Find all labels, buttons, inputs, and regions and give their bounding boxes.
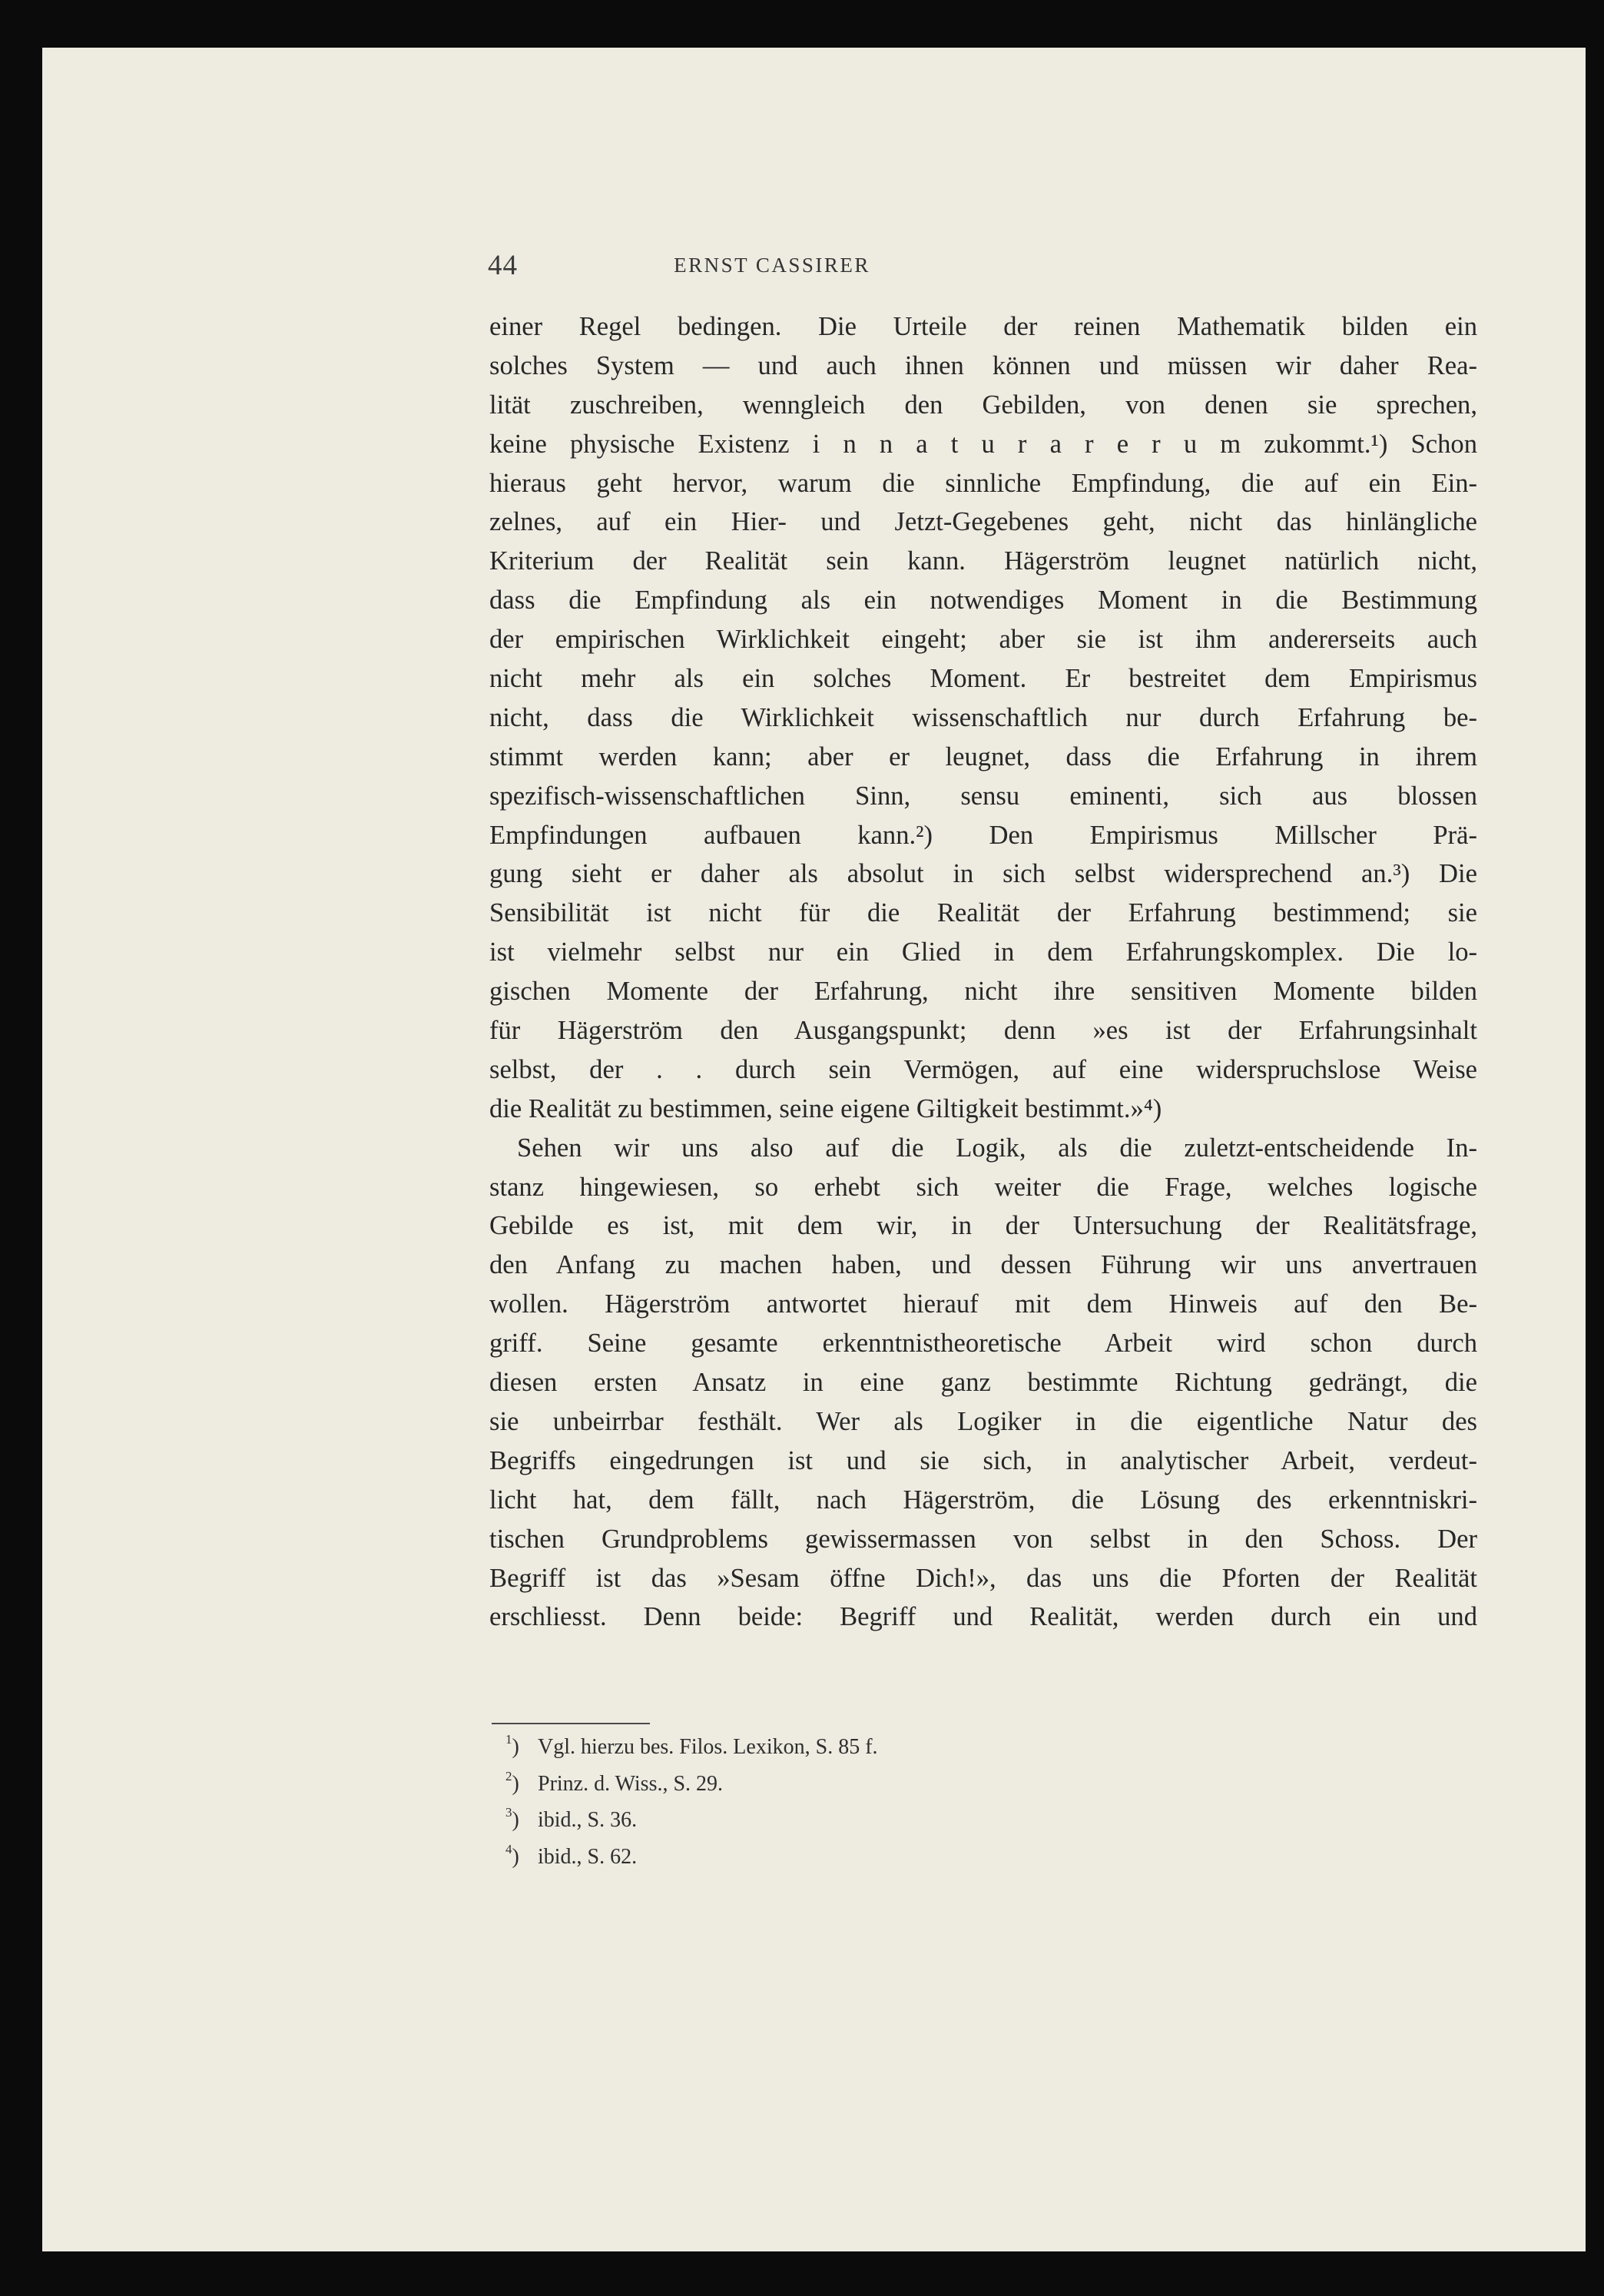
text-line: wollen. Hägerström antwortet hierauf mit dem Hinweis auf den Be- [489, 1289, 1477, 1319]
text-line: hieraus geht hervor, warum die sinnliche Empfindung, die auf ein Ein- [489, 468, 1477, 498]
page-header [449, 244, 1095, 290]
text-line: erschliesst. Denn beide: Begriff und Realität, werden durch ein und [489, 1602, 1477, 1632]
text-line: nicht, dass die Wirklichkeit wissenschaftlich nur durch Erfahrung be- [489, 702, 1477, 732]
footnote-mark: $^3$) [505, 1805, 519, 1832]
text-line: Begriff ist das »Sesam öffne Dich!», das uns die Pforten der Realität [489, 1563, 1477, 1593]
text-line: Empfindungen aufbauen kann.²) Den Empirismus Millscher Prä- [489, 820, 1477, 850]
page-number: 44 [488, 250, 518, 281]
footnote [505, 1839, 1043, 1876]
text-line: den Anfang zu machen haben, und dessen Führung wir uns anvertrauen [489, 1250, 1477, 1280]
text-line: lität zuschreiben, wenngleich den Gebilden, von denen sie sprechen, [489, 390, 1477, 420]
text-line: Kriterium der Realität sein kann. Hägerström leugnet natürlich nicht, [489, 546, 1477, 576]
text-line: Sehen wir uns also auf die Logik, als die zuletzt-entscheidende In- [517, 1133, 1477, 1163]
text-line: gung sieht er daher als absolut in sich selbst widersprechend an.³) Die [489, 859, 1477, 889]
footnote-mark: $^4$) [505, 1841, 519, 1869]
text-line: stimmt werden kann; aber er leugnet, dass die Erfahrung in ihrem [489, 742, 1477, 771]
text-line: für Hägerström den Ausgangspunkt; denn »es ist der Erfahrungsinhalt [489, 1016, 1477, 1046]
text-line: stanz hingewiesen, so erhebt sich weiter die Frage, welches logische [489, 1172, 1477, 1202]
text-line: zelnes, auf ein Hier- und Jetzt-Gegebenes geht, nicht das hinlängliche [489, 507, 1477, 537]
text-line: gischen Momente der Erfahrung, nicht ihre sensitiven Momente bilden [489, 977, 1477, 1007]
body-text [489, 307, 1477, 1637]
text-line: dass die Empfindung als ein notwendiges Moment in die Bestimmung [489, 586, 1477, 615]
text-line: spezifisch-wissenschaftlichen Sinn, sensu eminenti, sich aus blossen [489, 781, 1477, 811]
footnote-text: Vgl. hierzu bes. Filos. Lexikon, S. 85 f. [538, 1735, 878, 1759]
text-line: licht hat, dem fällt, nach Hägerström, die Lösung des erkenntniskri- [489, 1485, 1477, 1515]
text-line: sie unbeirrbar festhält. Wer als Logiker in die eigentliche Natur des [489, 1406, 1477, 1436]
footnote-text: Prinz. d. Wiss., S. 29. [538, 1771, 724, 1796]
text-line: griff. Seine gesamte erkenntnistheoretische Arbeit wird schon durch [489, 1329, 1477, 1359]
footnote-text: ibid., S. 62. [538, 1844, 638, 1869]
text-line: einer Regel bedingen. Die Urteile der reinen Mathematik bilden ein [489, 312, 1477, 341]
footnote-mark: $^1$) [505, 1732, 519, 1759]
text-line: nicht mehr als ein solches Moment. Er bestreitet dem Empirismus [489, 664, 1477, 694]
text-line: Gebilde es ist, mit dem wir, in der Untersuchung der Realitätsfrage, [489, 1211, 1477, 1241]
text-line: ist vielmehr selbst nur ein Glied in dem Erfahrungskomplex. Die lo- [489, 937, 1477, 967]
footnote [505, 1729, 1043, 1766]
text-line: selbst, der . . durch sein Vermögen, auf eine widerspruchslose Weise [489, 1054, 1477, 1084]
text-line: die Realität zu bestimmen, seine eigene Giltigkeit bestimmt.»⁴) [489, 1093, 1162, 1123]
text-line: diesen ersten Ansatz in eine ganz bestimmte Richtung gedrängt, die [489, 1368, 1477, 1398]
footnote-divider [492, 1723, 650, 1724]
footnote-text: ibid., S. 36. [538, 1808, 638, 1832]
text-line: keine physische Existenz i n n a t u r a r e r u m zukommt.¹) Schon [489, 429, 1477, 459]
footnote [505, 1766, 1043, 1803]
text-line: Sensibilität ist nicht für die Realität der Erfahrung bestimmend; sie [489, 898, 1477, 928]
text-line: tischen Grundproblems gewissermassen von selbst in den Schoss. Der [489, 1524, 1477, 1554]
footnote-mark: $^2$) [505, 1768, 519, 1796]
running-head: ERNST CASSIRER [674, 254, 870, 277]
text-line: Begriffs eingedrungen ist und sie sich, in analytischer Arbeit, verdeut- [489, 1445, 1477, 1475]
footnotes [505, 1729, 1043, 1875]
text-line: der empirischen Wirklichkeit eingeht; aber sie ist ihm andererseits auch [489, 625, 1477, 655]
footnote [505, 1802, 1043, 1839]
text-line: solches System — und auch ihnen können und müssen wir daher Rea- [489, 350, 1477, 380]
